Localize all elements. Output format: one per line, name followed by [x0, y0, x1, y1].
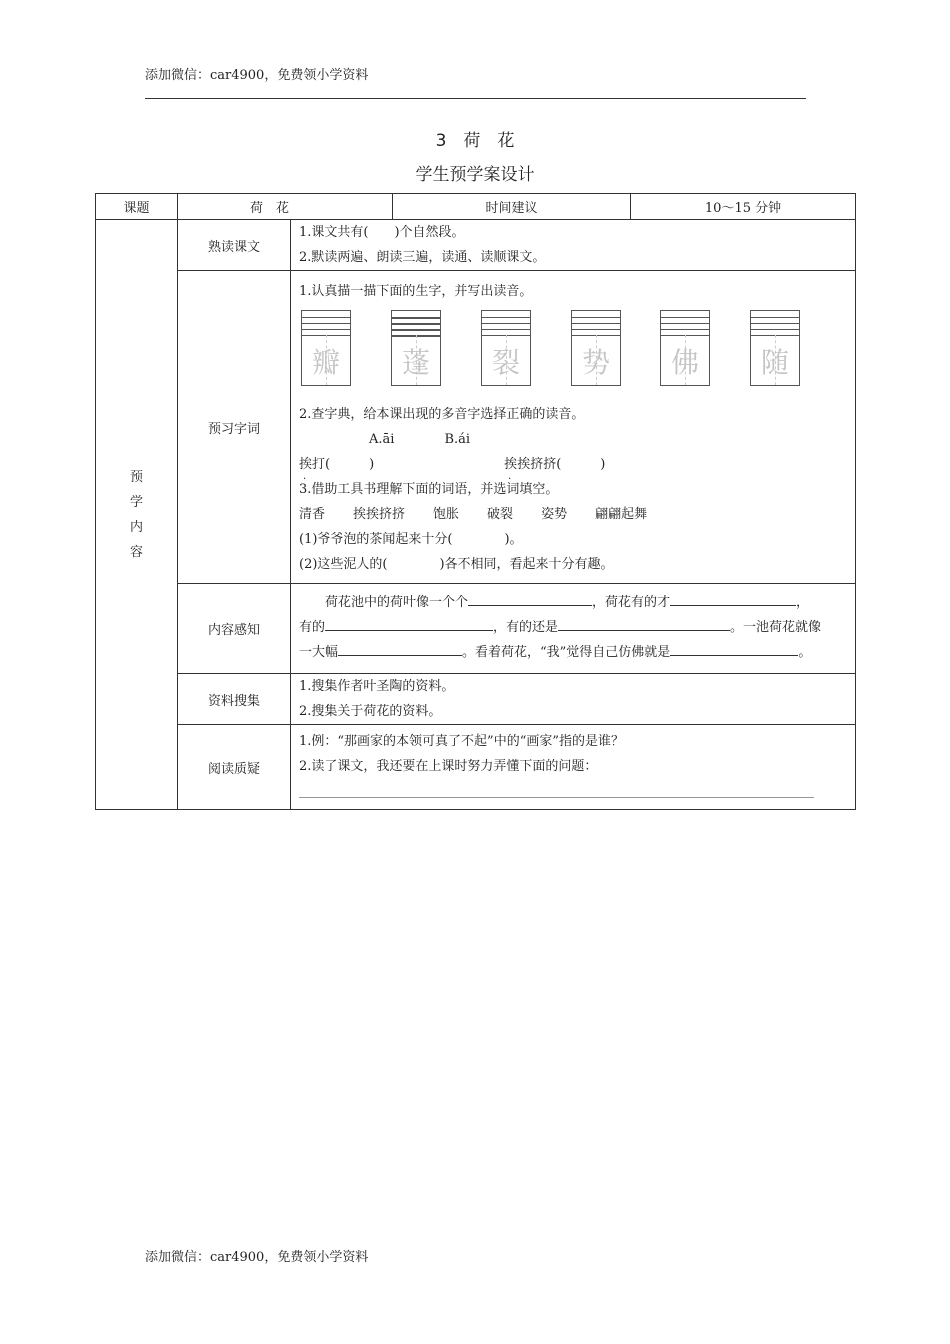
- option-b: B.ái: [444, 432, 471, 447]
- blank: [325, 616, 493, 631]
- char-box: [571, 310, 621, 386]
- char-box: [301, 310, 351, 386]
- char-trace: 随: [760, 346, 789, 379]
- side-char: 预: [129, 469, 143, 485]
- char-trace: 势: [581, 346, 610, 379]
- side-char: 学: [129, 494, 143, 510]
- side-label: [96, 220, 178, 810]
- question-line-2: 2.读了课文，我还要在上课时努力弄懂下面的问题：: [299, 759, 598, 774]
- table-row-question: [96, 725, 856, 810]
- question-content: [291, 725, 856, 810]
- item-1: 打( ): [312, 457, 375, 472]
- sentence-2: (2)这些泥人的( )各不相同，看起来十分有趣。: [299, 557, 614, 572]
- blank: [558, 616, 730, 631]
- blank: [338, 641, 462, 656]
- sentence-1: (1)爷爷泡的茶闻起来十分( )。: [299, 532, 523, 547]
- side-char: 内: [129, 519, 143, 535]
- char-box-row: [299, 310, 847, 390]
- table-header-row: [96, 194, 856, 220]
- page-footer: 添加微信：car4900，免费领小学资料: [145, 1250, 369, 1265]
- perceive-content: [291, 584, 856, 674]
- collect-line-2: 2.搜集关于荷花的资料。: [299, 704, 442, 719]
- option-a: A.āi: [369, 432, 395, 447]
- preview-label: 预习字词: [178, 271, 291, 584]
- word-bank: [299, 502, 847, 527]
- blank: [670, 641, 798, 656]
- read-line-2: 2.默读两遍、朗读三遍，读通、读顺课文。: [299, 250, 546, 265]
- question-label: 阅读质疑: [178, 725, 291, 810]
- polyphone-char: 挨: [504, 457, 518, 472]
- read-content: [291, 220, 856, 271]
- time-value: 10～15 分钟: [631, 194, 856, 220]
- table-row-preview: [96, 271, 856, 584]
- perceive-line-1: 荷花池中的荷叶像一个个 ，荷花有的才 ，: [299, 590, 847, 615]
- char-box: [481, 310, 531, 386]
- pronunciation-items: [299, 452, 847, 477]
- header-divider: [145, 98, 806, 99]
- word: 翩翩起舞: [595, 507, 648, 522]
- char-box: [750, 310, 800, 386]
- side-char: 容: [129, 544, 143, 560]
- perceive-line-3: 一大幅 。看着荷花，“我”觉得自己仿佛就是 。: [299, 640, 847, 665]
- page-header: 添加微信：car4900，免费领小学资料: [145, 68, 369, 83]
- preview-q3: 3.借助工具书理解下面的词语，并选词填空。: [299, 482, 559, 497]
- blank: [468, 591, 592, 606]
- polyphone-char: 挨: [299, 457, 313, 472]
- preview-table: [95, 193, 856, 810]
- char-trace: 蓬: [401, 346, 430, 379]
- collect-content: [291, 674, 856, 725]
- time-label: 时间建议: [393, 194, 631, 220]
- preview-q2: 2.查字典，给本课出现的多音字选择正确的读音。: [299, 407, 585, 422]
- topic-label: 课题: [96, 194, 178, 220]
- word: 破裂: [487, 507, 514, 522]
- read-label: 熟读课文: [178, 220, 291, 271]
- char-trace: 佛: [670, 346, 699, 379]
- topic-value: 荷 花: [178, 194, 393, 220]
- char-trace: 瓣: [311, 346, 340, 379]
- word: 姿势: [541, 507, 568, 522]
- char-box: [391, 310, 441, 386]
- blank: [670, 591, 796, 606]
- pronunciation-options: [299, 427, 847, 452]
- word: 清香: [299, 507, 326, 522]
- item-2: 挨挤挤( ): [517, 457, 606, 472]
- word: 挨挨挤挤: [353, 507, 406, 522]
- perceive-label: 内容感知: [178, 584, 291, 674]
- table-row-perceive: [96, 584, 856, 674]
- word: 饱胀: [433, 507, 460, 522]
- preview-content: [291, 271, 856, 584]
- preview-q1: 1.认真描一描下面的生字，并写出读音。: [299, 284, 533, 299]
- collect-label: 资料搜集: [178, 674, 291, 725]
- collect-line-1: 1.搜集作者叶圣陶的资料。: [299, 679, 455, 694]
- answer-line[interactable]: [299, 797, 814, 798]
- worksheet-subtitle: 学生预学案设计: [415, 165, 535, 185]
- read-line-1: 1.课文共有( )个自然段。: [299, 225, 465, 240]
- table-row-read: [96, 220, 856, 271]
- char-box: [660, 310, 710, 386]
- char-trace: 裂: [491, 346, 520, 379]
- table-row-collect: [96, 674, 856, 725]
- perceive-line-2: 有的 ，有的还是 。一池荷花就像: [299, 615, 847, 640]
- lesson-title: 3 荷 花: [435, 131, 515, 151]
- question-line-1: 1.例：“那画家的本领可真了不起”中的“画家”指的是谁？: [299, 734, 624, 749]
